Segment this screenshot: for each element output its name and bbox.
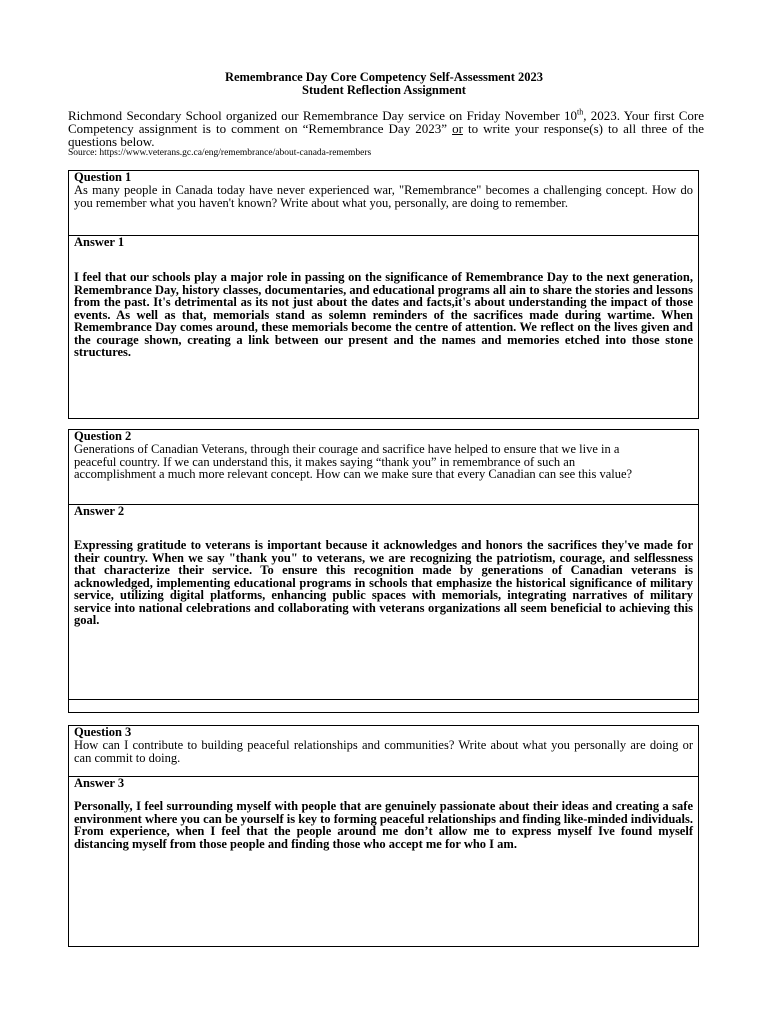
answer-1-cell [69, 235, 698, 418]
answer-3-text: Personally, I feel surrounding myself with people that are genuinely passionate about their ideas and creating a safe environment where you can be yourself is key to forming peaceful relationships and finding like-minded individuals. From experience, when I feel that the people around me don’t allow me to express myself Ive found myself distancing myself from those people and finding those who accept me for who I am. [74, 799, 693, 851]
question-3-box [68, 725, 699, 947]
question-2-label: Question 2 [74, 429, 132, 443]
answer-1-label: Answer 1 [74, 235, 125, 249]
intro-or: or [452, 121, 463, 136]
question-1-text: As many people in Canada today have never experienced war, "Remembrance" becomes a challenging concept. How do you remember what you haven't known? Write about what you, personally, are doing to remember. [74, 183, 693, 210]
question-1-box [68, 170, 699, 419]
question-1-cell [69, 171, 698, 235]
question-2-box [68, 429, 699, 713]
intro-paragraph [68, 109, 704, 148]
intro-text-3: to write your response(s) to all three of the questions below. [68, 121, 704, 149]
question-3-label: Question 3 [74, 725, 132, 739]
document-title: Remembrance Day Core Competency Self-Assessment 2023 [224, 70, 544, 84]
document-subtitle: Student Reflection Assignment [302, 83, 466, 97]
question-2-cell [69, 430, 698, 504]
question-3-cell [69, 726, 698, 776]
question-1-label: Question 1 [74, 170, 132, 184]
intro-text-1: Richmond Secondary School organized our Remembrance Day service on Friday November 10 [68, 108, 577, 123]
answer-2-label: Answer 2 [74, 504, 125, 518]
intro-text-2: , 2023. Your first Core Competency assignment is to comment on “Remembrance Day 2023” [68, 108, 705, 136]
source-line: Source: https://www.veterans.gc.ca/eng/remembrance/about-canada-remembers [68, 148, 372, 158]
answer-2-cell [69, 504, 698, 700]
question-3-text: How can I contribute to building peaceful relationships and communities? Write about what you personally are doing or can commit to doing. [74, 738, 693, 765]
answer-2-extra-row [69, 699, 698, 712]
answer-1-text: I feel that our schools play a major role in passing on the significance of Remembrance Day to the next generation, Remembrance Day, history classes, documentaries, and educational programs all ain to share the stories and lessons from the past. It's detrimental as its not just about the dates and facts,it's about understanding the impact of those events. As well as that, memorials stand as solemn reminders of the sacrifices made during wartime. When Remembrance Day comes around, these memorials become the centre of attention. We reflect on the lives given and the courage shown, creating a link between our present and the names and memories etched into those stone structures. [74, 270, 693, 359]
answer-3-cell [69, 776, 698, 946]
question-2-text: Generations of Canadian Veterans, through their courage and sacrifice have helped to ensure that we live in a peaceful country. If we can understand this, it makes saying “thank you” in remembrance of such an accomplishment a much more relevant concept. How can we make sure that every Canadian can see this value? [74, 442, 633, 481]
answer-2-text: Expressing gratitude to veterans is important because it acknowledges and honors the sacrifices they've made for their country. When we say "thank you" to veterans, we are recognizing the patriotism, courage, and selflessness that characterize their service. To ensure this recognition made by generations of Canadian veterans is acknowledged, implementing educational programs in schools that emphasize the historical significance of military service, utilizing digital platforms, enhancing public spaces with memorials, integrating narratives of military service into national celebrations and collaborating with veterans organizations all seem beneficial to achieving this goal. [74, 538, 693, 627]
answer-3-label: Answer 3 [74, 776, 125, 790]
intro-superscript: th [576, 107, 584, 117]
